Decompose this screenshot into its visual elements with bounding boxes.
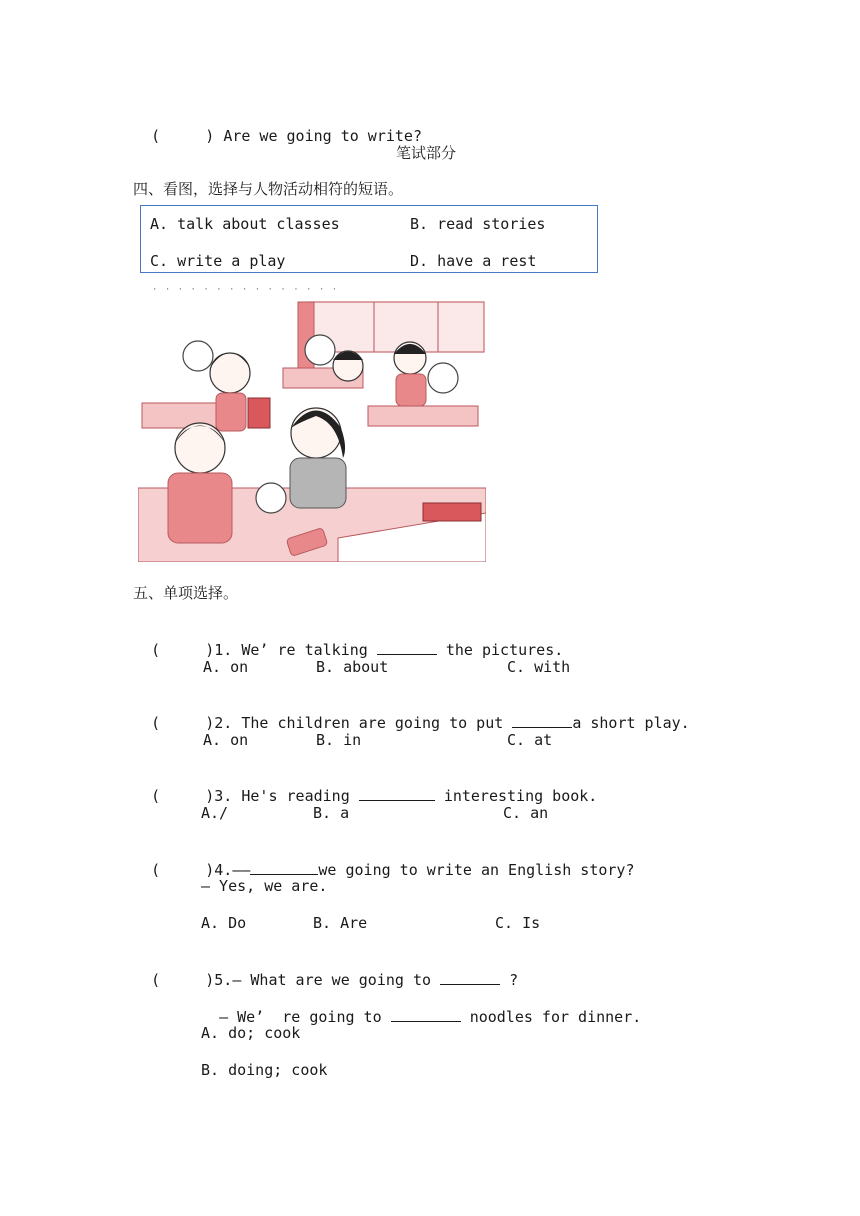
question-pre: We’ re talking xyxy=(241,641,368,659)
choice-5b: B. doing; cook xyxy=(201,1061,328,1079)
answer-paren: ( ) xyxy=(151,127,215,145)
answer-paren: ( ) xyxy=(151,714,215,732)
part5-heading: 五、单项选择。 xyxy=(133,584,239,602)
question-post: interesting book. xyxy=(443,787,598,805)
choice-2b: B. in xyxy=(316,731,362,749)
classroom-illustration xyxy=(138,298,486,562)
choice-1c: C. with xyxy=(507,658,571,676)
line2-post: noodles for dinner. xyxy=(469,1008,642,1026)
question-post: we going to write an English story? xyxy=(318,861,635,879)
question-pre: The children are going to put xyxy=(241,714,504,732)
fill-blank[interactable] xyxy=(440,970,500,985)
question-1 xyxy=(133,620,563,660)
fill-blank[interactable] xyxy=(377,640,437,655)
fill-blank[interactable] xyxy=(391,1007,461,1022)
choice-2a: A. on xyxy=(203,731,249,749)
choice-1b: B. about xyxy=(316,658,389,676)
question-post: ? xyxy=(509,971,519,989)
choice-4a: A. Do xyxy=(201,914,247,932)
option-b: B. read stories xyxy=(410,215,546,233)
option-d: D. have a rest xyxy=(410,252,537,270)
fill-blank[interactable] xyxy=(359,786,435,801)
question-number: 1. xyxy=(214,641,233,659)
choice-1a: A. on xyxy=(203,658,249,676)
question-3 xyxy=(133,766,597,806)
part4-heading: 四、看图，选择与人物活动相符的短语。 xyxy=(133,180,404,198)
options-box xyxy=(140,205,598,273)
question-number: 2. xyxy=(214,714,233,732)
fill-blank[interactable] xyxy=(250,860,318,875)
fill-blank[interactable] xyxy=(512,713,572,728)
choice-2c: C. at xyxy=(507,731,553,749)
answer-line-4: — Yes, we are. xyxy=(201,877,328,895)
prev-question xyxy=(133,106,422,146)
dotted-rule: · · · · · · · · · · · · · · · xyxy=(152,285,339,295)
answer-paren: ( ) xyxy=(151,787,215,805)
answer-paren: ( ) xyxy=(151,971,215,989)
question-pre: He's reading xyxy=(241,787,350,805)
question-5-line2 xyxy=(201,987,641,1027)
question-4 xyxy=(133,840,634,880)
question-post: a short play. xyxy=(572,714,690,732)
answer-paren: ( ) xyxy=(151,861,215,879)
choice-3c: C. an xyxy=(503,804,549,822)
question-2 xyxy=(133,693,690,733)
option-c: C. write a play xyxy=(150,252,286,270)
choice-3a: A./ xyxy=(201,804,229,822)
question-number: 5. xyxy=(214,971,233,989)
line2-pre: — We’ re going to xyxy=(219,1008,382,1026)
question-number: 4. xyxy=(214,861,233,879)
question-5 xyxy=(133,950,518,990)
choice-4c: C. Is xyxy=(495,914,541,932)
question-post: the pictures. xyxy=(445,641,564,659)
question-pre: — What are we going to xyxy=(232,971,432,989)
section-title: 笔试部分 xyxy=(396,144,457,162)
choice-3b: B. a xyxy=(313,804,350,822)
answer-paren: ( ) xyxy=(151,641,215,659)
question-pre: —— xyxy=(232,861,251,879)
question-text: Are we going to write? xyxy=(223,127,422,145)
choice-4b: B. Are xyxy=(313,914,368,932)
choice-5a: A. do; cook xyxy=(201,1024,301,1042)
option-a: A. talk about classes xyxy=(150,215,340,233)
question-number: 3. xyxy=(214,787,233,805)
